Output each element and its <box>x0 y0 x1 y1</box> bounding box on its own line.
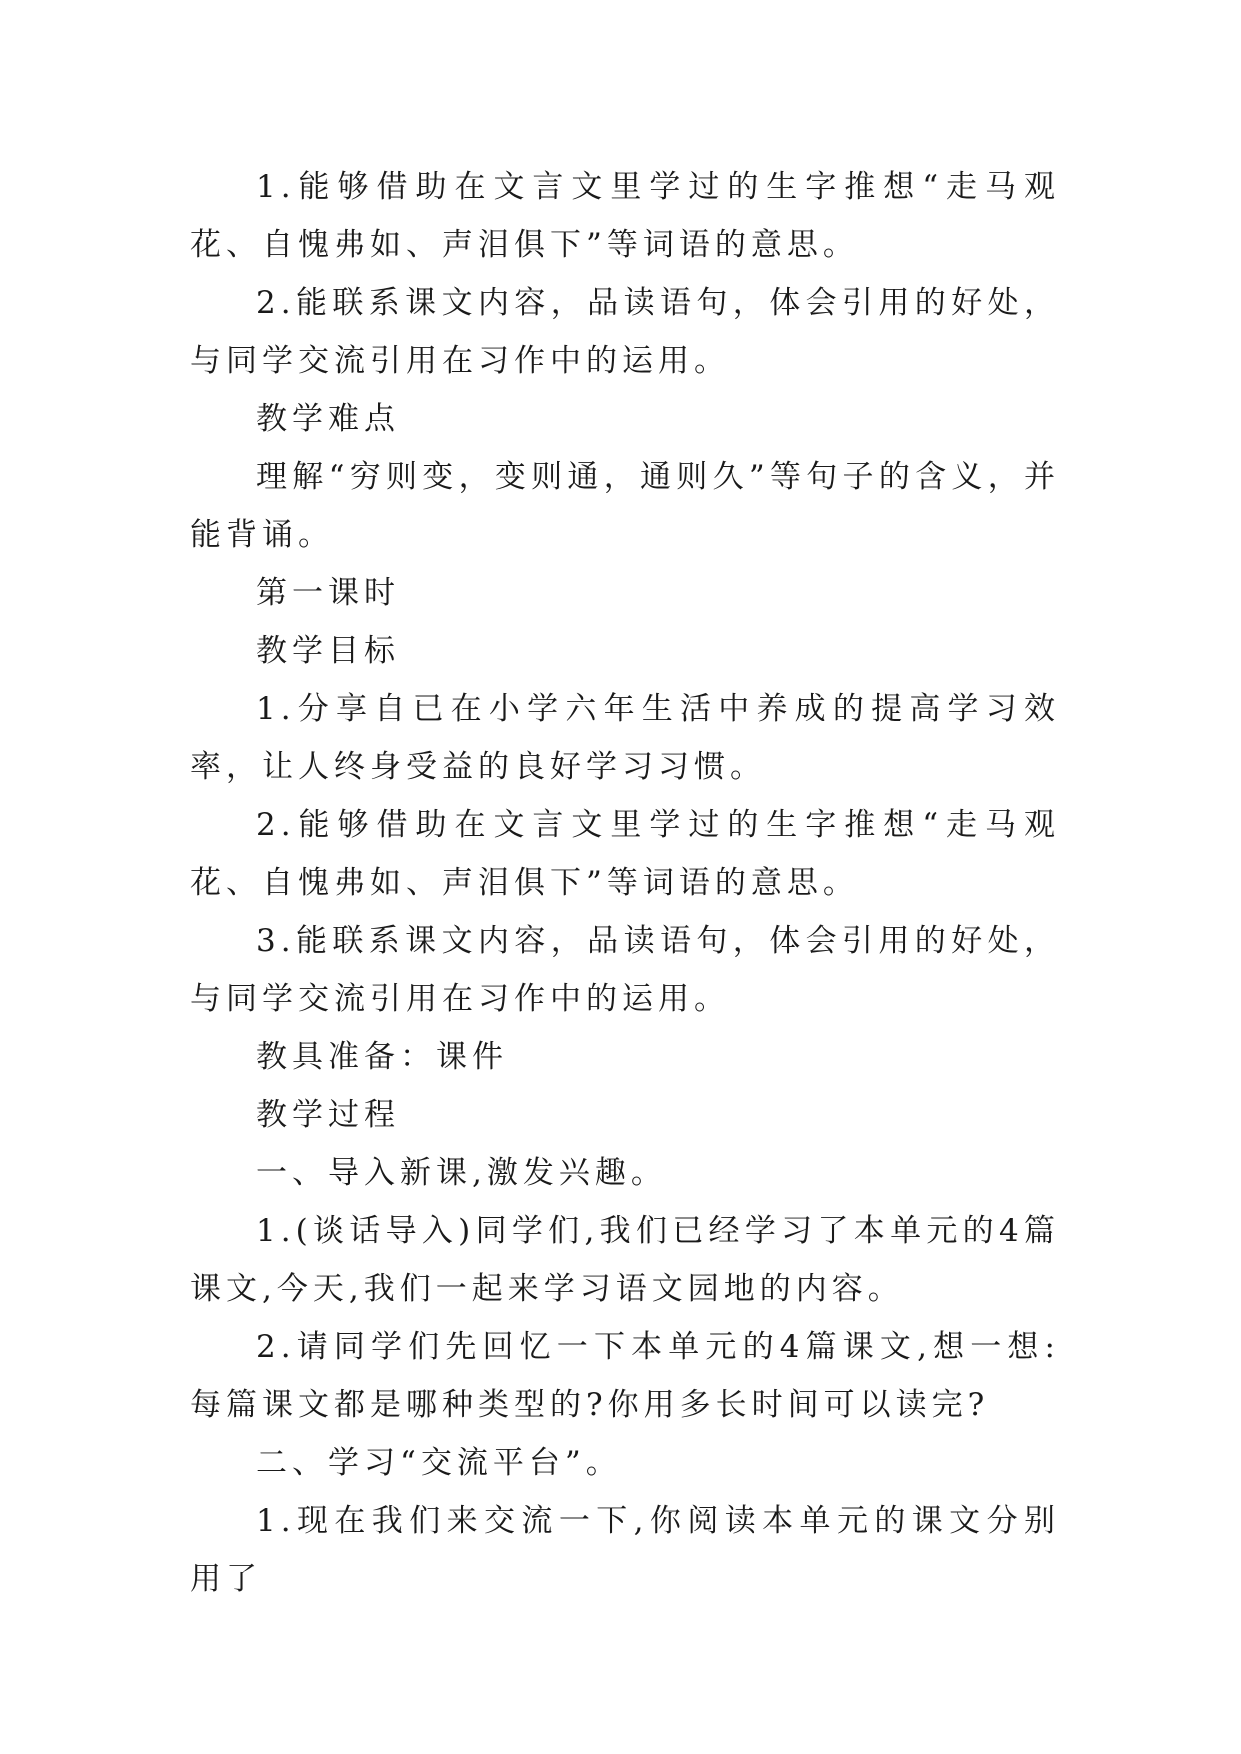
paragraph-exchange-1: 1.现在我们来交流一下,你阅读本单元的课文分别用了 <box>190 1503 1060 1597</box>
heading-teaching-process: 教学过程 <box>256 1097 400 1133</box>
paragraph-step-2: 2.请同学们先回忆一下本单元的4篇课文,想一想:每篇课文都是哪种类型的?你用多长时间可以读完? <box>190 1329 1060 1423</box>
paragraph-difficulty: 理解“穷则变，变则通，通则久”等句子的含义，并能背诵。 <box>190 459 1060 553</box>
paragraph-goal-1: 1.分享自已在小学六年生活中养成的提高学习效率，让人终身受益的良好学习习惯。 <box>190 691 1060 785</box>
paragraph-objective-1: 1.能够借助在文言文里学过的生字推想“走马观花、自愧弗如、声泪俱下”等词语的意思。 <box>190 169 1060 263</box>
heading-teaching-goals: 教学目标 <box>256 633 400 669</box>
heading-first-lesson: 第一课时 <box>256 575 400 611</box>
paragraph-goal-2: 2.能够借助在文言文里学过的生字推想“走马观花、自愧弗如、声泪俱下”等词语的意思。 <box>190 807 1060 901</box>
heading-section-one: 一、导入新课,激发兴趣。 <box>256 1155 667 1191</box>
paragraph-goal-3: 3.能联系课文内容，品读语句，体会引用的好处，与同学交流引用在习作中的运用。 <box>190 923 1060 1017</box>
paragraph-teaching-aids: 教具准备：课件 <box>256 1039 508 1075</box>
heading-section-two: 二、学习“交流平台”。 <box>256 1445 622 1481</box>
heading-teaching-difficulty: 教学难点 <box>256 401 400 437</box>
paragraph-step-1: 1.(谈话导入)同学们,我们已经学习了本单元的4篇课文,今天,我们一起来学习语文园地的内容。 <box>190 1213 1060 1307</box>
document-body <box>190 158 1060 1608</box>
paragraph-objective-2: 2.能联系课文内容，品读语句，体会引用的好处，与同学交流引用在习作中的运用。 <box>190 285 1060 379</box>
